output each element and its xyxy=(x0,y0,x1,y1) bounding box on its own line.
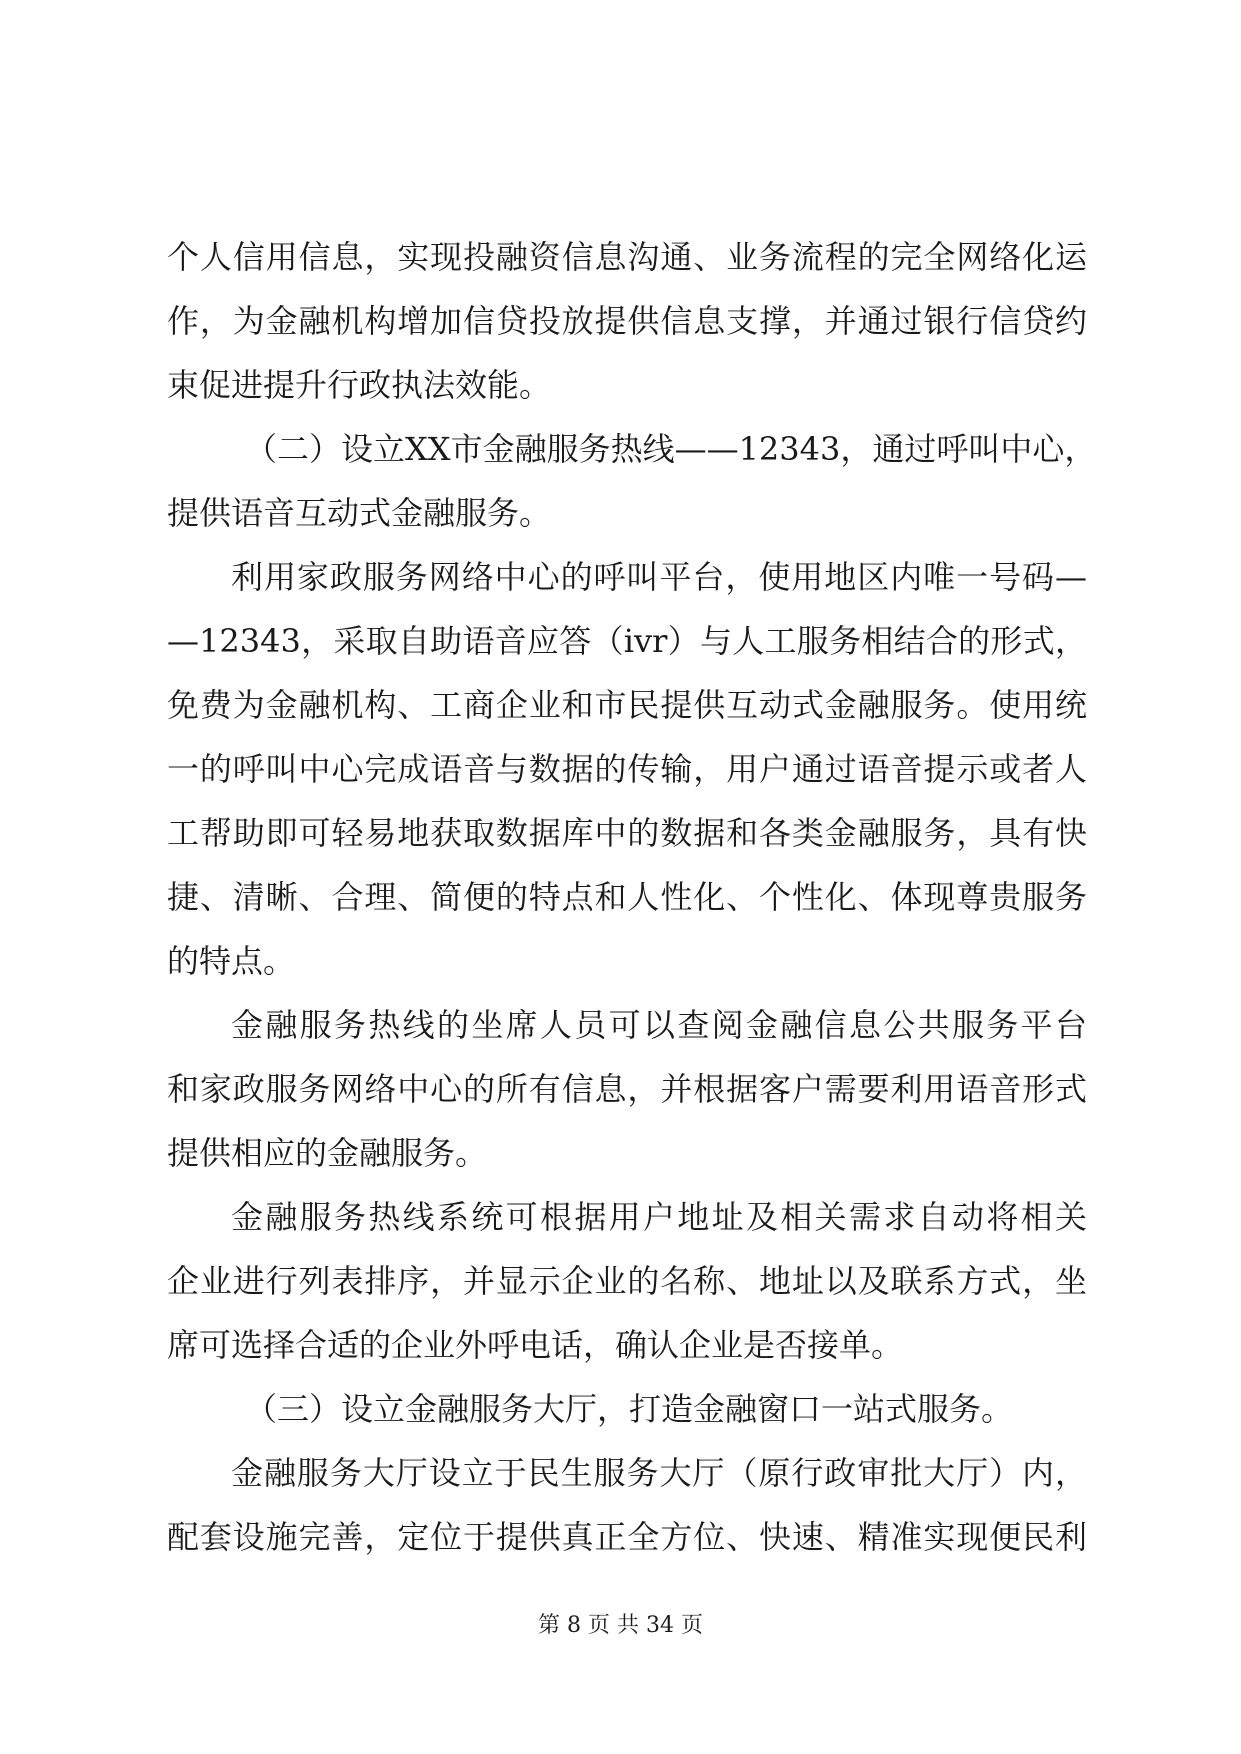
text-line: 金融服务热线系统可根据用户地址及相关需求自动将相关 xyxy=(231,1198,1087,1236)
text-line: 企业进行列表排序，并显示企业的名称、地址以及联系方式，坐 xyxy=(167,1262,1087,1300)
text-line: 个人信用信息，实现投融资信息沟通、业务流程的完全网络化运 xyxy=(167,238,1087,276)
text-line: 的特点。 xyxy=(167,942,296,980)
text-line: 作，为金融机构增加信贷投放提供信息支撑，并通过银行信贷约 xyxy=(167,302,1087,340)
text-line: —12343，采取自助语音应答（ivr）与人工服务相结合的形式， xyxy=(167,622,1087,660)
text-line: 提供相应的金融服务。 xyxy=(167,1134,488,1172)
text-line: 提供语音互动式金融服务。 xyxy=(167,494,552,532)
text-line: 金融服务大厅设立于民生服务大厅（原行政审批大厅）内， xyxy=(231,1454,1087,1492)
page-number: 第 8 页 共 34 页 xyxy=(538,1613,703,1638)
text-line: 利用家政服务网络中心的呼叫平台，使用地区内唯一号码— xyxy=(231,558,1087,596)
text-line: 席可选择合适的企业外呼电话，确认企业是否接单。 xyxy=(167,1326,904,1364)
text-line: 金融服务热线的坐席人员可以查阅金融信息公共服务平台 xyxy=(231,1006,1087,1044)
text-line: 配套设施完善，定位于提供真正全方位、快速、精准实现便民利 xyxy=(167,1518,1087,1556)
text-line: 束促进提升行政执法效能。 xyxy=(167,366,552,404)
section-heading: （二）设立XX市金融服务热线——12343，通过呼叫中心， xyxy=(245,430,1097,468)
text-line: 捷、清晰、合理、简便的特点和人性化、个性化、体现尊贵服务 xyxy=(167,878,1087,916)
text-line: 免费为金融机构、工商企业和市民提供互动式金融服务。使用统 xyxy=(167,686,1087,724)
body-text xyxy=(167,225,1097,1569)
text-line: 一的呼叫中心完成语音与数据的传输，用户通过语音提示或者人 xyxy=(167,750,1087,788)
text-line: 工帮助即可轻易地获取数据库中的数据和各类金融服务，具有快 xyxy=(167,814,1087,852)
section-heading: （三）设立金融服务大厅，打造金融窗口一站式服务。 xyxy=(245,1390,1014,1428)
text-line: 和家政服务网络中心的所有信息，并根据客户需要利用语音形式 xyxy=(167,1070,1087,1108)
